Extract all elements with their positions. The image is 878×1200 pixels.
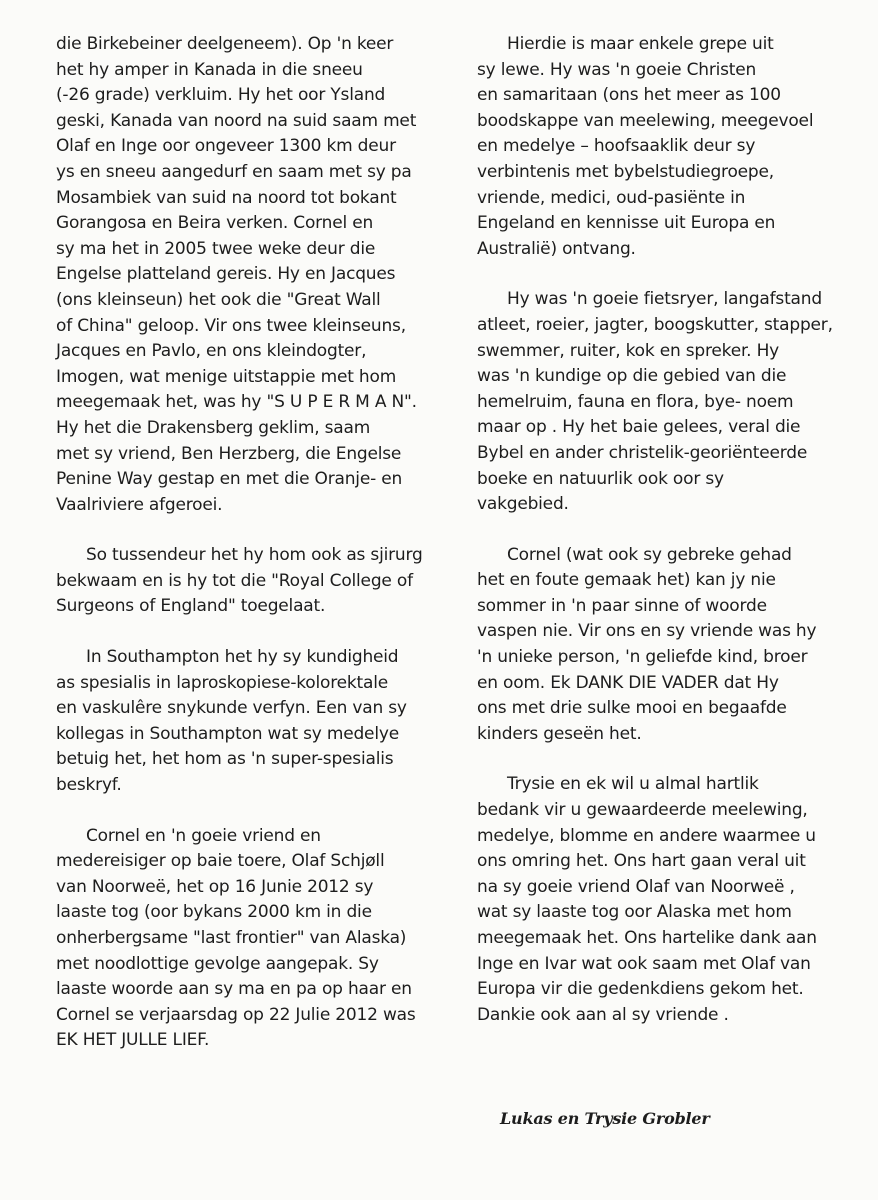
text-line: geski, Kanada van noord na suid saam met xyxy=(56,110,417,131)
text-line: met noodlottige gevolge aangepak. Sy xyxy=(56,953,379,974)
text-line: Gorangosa en Beira verken. Cornel en xyxy=(56,213,374,234)
text-line: hemelruim, fauna en flora, bye- noem xyxy=(477,391,794,412)
text-line: boodskappe van meelewing, meegevoel xyxy=(477,110,814,131)
paragraph-unique-person xyxy=(477,543,837,748)
text-line: atleet, roeier, jagter, boogskutter, stapper, xyxy=(477,314,833,335)
text-line: Engelse platteland gereis. Hy en Jacques xyxy=(56,264,396,285)
text-line: sy ma het in 2005 twee weke deur die xyxy=(56,238,376,259)
text-line: bekwaam en is hy tot die "Royal College of xyxy=(56,570,413,591)
text-line: Imogen, wat menige uitstappie met hom xyxy=(56,366,397,387)
text-line: Trysie en ek wil u almal hartlik xyxy=(507,774,759,795)
paragraph-surgeon xyxy=(56,543,436,620)
text-line: 'n unieke person, 'n geliefde kind, broer xyxy=(477,647,808,668)
text-line: vriende, medici, oud-pasiënte in xyxy=(477,187,746,208)
text-line: meegemaak het, was hy "S U P E R M A N". xyxy=(56,392,417,413)
text-line: Europa vir die gedenkdiens gekom het. xyxy=(477,979,804,1000)
text-line: vakgebied. xyxy=(477,494,569,515)
text-line: So tussendeur het hy hom ook as sjirurg xyxy=(86,545,423,566)
text-line: onherbergsame "last frontier" van Alaska) xyxy=(56,928,407,948)
text-line: het hy amper in Kanada in die sneeu xyxy=(56,59,363,80)
text-line: Australië) ontvang. xyxy=(477,238,636,259)
text-line: betuig het, het hom as 'n super-spesialis xyxy=(56,749,394,770)
text-line: as spesialis in laproskopiese-kolorektale xyxy=(56,672,389,693)
paragraph-hobbies xyxy=(477,287,837,517)
text-line: ons met drie sulke mooi en begaafde xyxy=(477,698,787,719)
text-line: (-26 grade) verkluim. Hy het oor Ysland xyxy=(56,85,386,106)
text-line: kollegas in Southampton wat sy medelye xyxy=(56,723,399,744)
paragraph-southampton xyxy=(56,645,436,799)
text-line: laaste woorde aan sy ma en pa op haar en xyxy=(56,979,412,1000)
text-line: Engeland en kennisse uit Europa en xyxy=(477,213,776,234)
text-line: en oom. Ek DANK DIE VADER dat Hy xyxy=(477,672,779,693)
text-line: Bybel en ander christelik-georiënteerde xyxy=(477,442,808,463)
text-line: vaspen nie. Vir ons en sy vriende was hy xyxy=(477,621,817,642)
text-line: Olaf en Inge oor ongeveer 1300 km deur xyxy=(56,136,396,157)
text-line: verbintenis met bybelstudiegroepe, xyxy=(477,161,774,182)
text-line: met sy vriend, Ben Herzberg, die Engelse xyxy=(56,443,402,464)
text-line: na sy goeie vriend Olaf van Noorweë , xyxy=(477,876,795,897)
text-line: Hy het die Drakensberg geklim, saam xyxy=(56,417,371,438)
paragraph-alaska xyxy=(56,824,436,1054)
text-line: Surgeons of England" toegelaat. xyxy=(56,596,326,617)
text-line: beskryf. xyxy=(56,775,122,796)
text-line: Mosambiek van suid na noord tot bokant xyxy=(56,187,397,208)
text-line: wat sy laaste tog oor Alaska met hom xyxy=(477,902,792,923)
text-line: medereisiger op baie toere, Olaf Schjøll xyxy=(56,851,385,872)
text-line: Inge en Ivar wat ook saam met Olaf van xyxy=(477,953,811,974)
text-line: medelye, blomme en andere waarmee u xyxy=(477,825,816,846)
text-line: swemmer, ruiter, kok en spreker. Hy xyxy=(477,340,780,361)
right-column xyxy=(477,32,837,1053)
text-line: en vaskulêre snykunde verfyn. Een van sy xyxy=(56,698,407,719)
text-line: en medelye – hoofsaaklik deur sy xyxy=(477,136,756,157)
paragraph-christian xyxy=(477,32,837,262)
text-line: sy lewe. Hy was 'n goeie Christen xyxy=(477,59,757,80)
text-line: maar op . Hy het baie gelees, veral die xyxy=(477,417,801,438)
text-line: Vaalriviere afgeroei. xyxy=(56,494,223,515)
text-line: meegemaak het. Ons hartelike dank aan xyxy=(477,928,817,948)
text-line: Penine Way gestap en met die Oranje- en xyxy=(56,469,403,490)
text-line: Hy was 'n goeie fietsryer, langafstand xyxy=(507,289,822,310)
text-line: Cornel se verjaarsdag op 22 Julie 2012 was xyxy=(56,1004,416,1025)
text-line: In Southampton het hy sy kundigheid xyxy=(86,647,399,668)
text-line: het en foute gemaak het) kan jy nie xyxy=(477,570,776,591)
text-line: kinders geseën het. xyxy=(477,723,642,744)
text-line: Dankie ook aan al sy vriende . xyxy=(477,1004,729,1025)
text-line: boeke en natuurlik ook oor sy xyxy=(477,468,724,489)
text-line: en samaritaan (ons het meer as 100 xyxy=(477,85,781,106)
text-line: of China" geloop. Vir ons twee kleinseuns, xyxy=(56,315,406,336)
text-line: bedank vir u gewaardeerde meelewing, xyxy=(477,800,808,821)
text-line: ys en sneeu aangedurf en saam met sy pa xyxy=(56,161,412,182)
text-line: laaste tog (oor bykans 2000 km in die xyxy=(56,902,372,923)
text-line: die Birkebeiner deelgeneem). Op 'n keer xyxy=(56,34,394,54)
paragraph-adventures xyxy=(56,32,436,518)
left-column xyxy=(56,32,436,1079)
text-line: Hierdie is maar enkele grepe uit xyxy=(507,34,774,54)
text-line: (ons kleinseun) het ook die "Great Wall xyxy=(56,289,381,310)
text-line: Cornel en 'n goeie vriend en xyxy=(86,825,321,846)
text-line: Jacques en Pavlo, en ons kleindogter, xyxy=(56,341,367,362)
text-line: van Noorweë, het op 16 Junie 2012 sy xyxy=(56,876,374,897)
paragraph-thanks xyxy=(477,772,837,1028)
text-line: was 'n kundige op die gebied van die xyxy=(477,366,787,387)
text-line: sommer in 'n paar sinne of woorde xyxy=(477,595,767,616)
text-line: ons omring het. Ons hart gaan veral uit xyxy=(477,851,806,872)
text-line: Cornel (wat ook sy gebreke gehad xyxy=(507,544,792,565)
text-line: EK HET JULLE LIEF. xyxy=(56,1030,210,1051)
signature: Lukas en Trysie Grobler xyxy=(500,1109,710,1128)
